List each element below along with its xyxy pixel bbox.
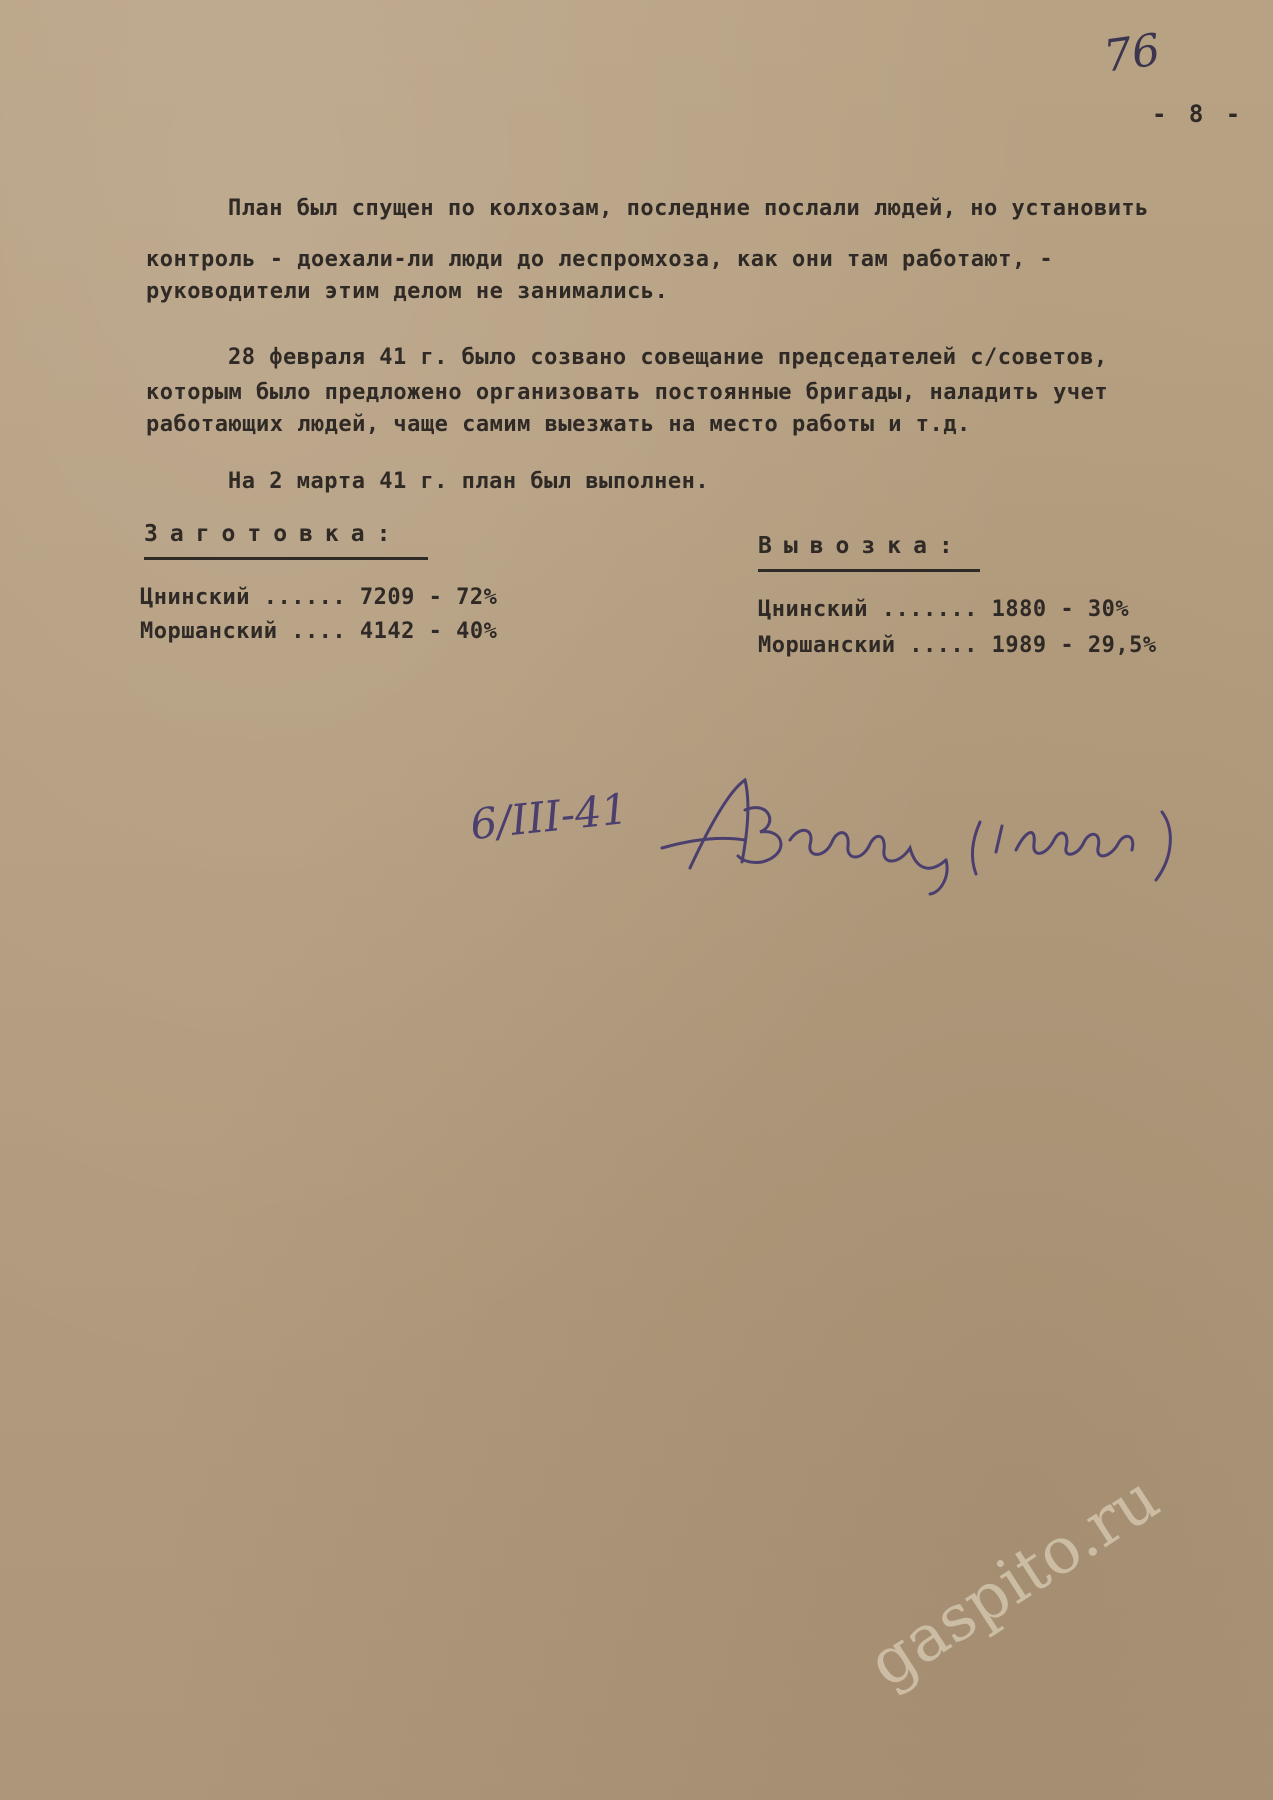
zagotovka-underline — [144, 557, 428, 560]
archive-page-number: 76 — [1100, 24, 1164, 83]
paragraph-1-line-3: руководители этим делом не занимались. — [146, 279, 669, 304]
paragraph-2-line-1: 28 февраля 41 г. было созвано совещание председателей с/советов, — [228, 345, 1108, 370]
vyvozka-heading: Вывозка: — [758, 533, 965, 559]
vyvozka-row-tsninsky: Цнинский ....... 1880 - 30% — [758, 597, 1130, 622]
paragraph-1-line-1: План был спущен по колхозам, последние послали людей, но установить — [228, 196, 1149, 221]
paragraph-2-line-2: которым было предложено организовать постоянные бригады, наладить учет — [146, 380, 1109, 405]
paragraph-2-line-3: работающих людей, чаще самим выезжать на место работы и т.д. — [146, 412, 971, 437]
handwritten-signature — [650, 770, 1210, 900]
watermark: gaspito.ru — [856, 1460, 1172, 1703]
handwritten-date: 6/III-41 — [467, 783, 631, 850]
paragraph-3: На 2 марта 41 г. план был выполнен. — [228, 469, 710, 494]
zagotovka-row-morshansky: Моршанский .... 4142 - 40% — [140, 619, 498, 644]
page-number: - 8 - — [1152, 100, 1245, 128]
vyvozka-underline — [758, 569, 980, 572]
zagotovka-row-tsninsky: Цнинский ...... 7209 - 72% — [140, 585, 498, 610]
paragraph-1-line-2: контроль - доехали-ли люди до леспромхоза, как они там работают, - — [146, 247, 1054, 272]
vyvozka-row-morshansky: Моршанский ..... 1989 - 29,5% — [758, 633, 1157, 658]
zagotovka-heading: Заготовка: — [144, 521, 403, 547]
